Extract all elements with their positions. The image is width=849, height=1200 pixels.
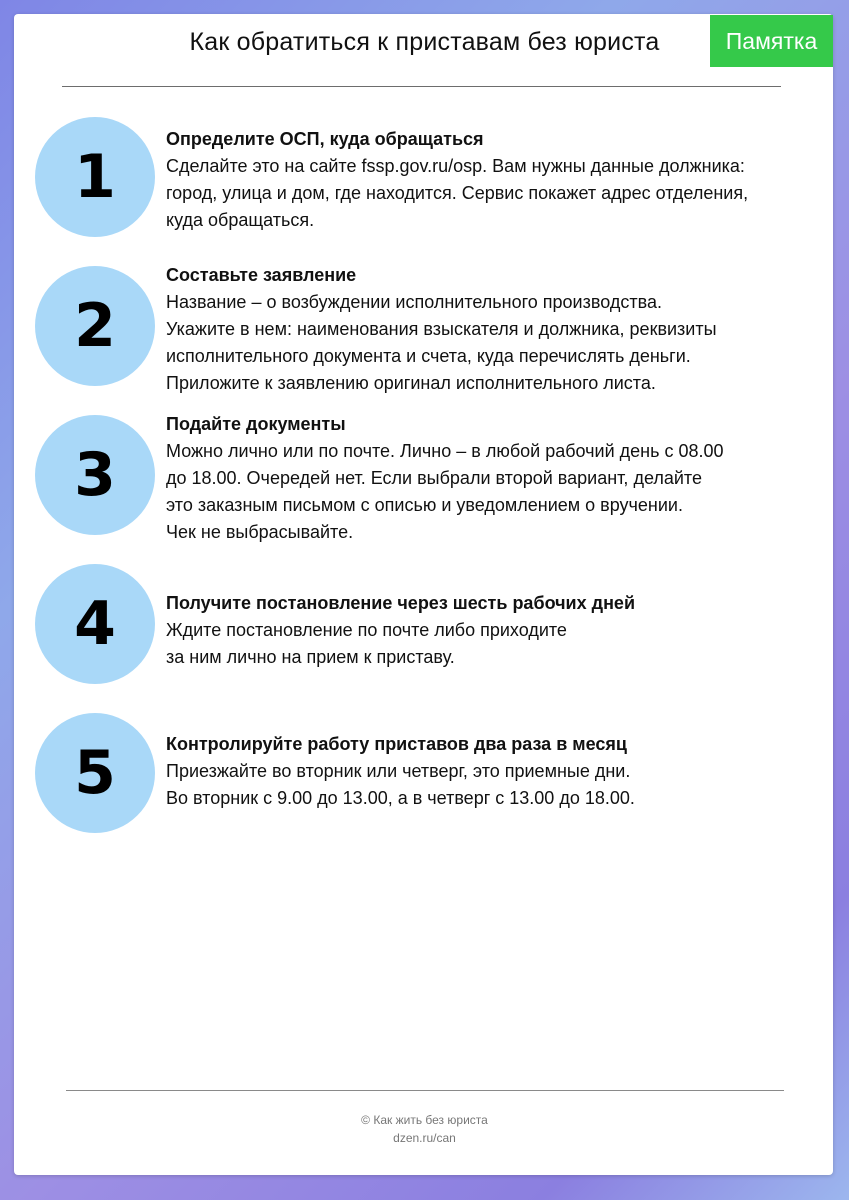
memo-badge: Памятка xyxy=(710,15,833,67)
step-text-line: Чек не выбрасывайте. xyxy=(166,522,354,542)
step-text-line: Можно лично или по почте. Лично – в любой рабочий день с 08.00 xyxy=(166,441,724,461)
step-title: Подайте документы xyxy=(166,414,346,434)
step-title: Определите ОСП, куда обращаться xyxy=(166,129,484,149)
step-5 xyxy=(166,731,816,812)
step-text-line: Приезжайте во вторник или четверг, это приемные дни. xyxy=(166,761,631,781)
step-text-line: до 18.00. Очередей нет. Если выбрали второй вариант, делайте xyxy=(166,468,702,488)
step-text-line: исполнительного документа и счета, куда перечислять деньги. xyxy=(166,346,691,366)
step-number-circle: 4 xyxy=(35,564,155,684)
footer-link[interactable]: dzen.ru/can xyxy=(393,1131,456,1145)
step-text-line: Сделайте это на сайте fssp.gov.ru/osp. Вам нужны данные должника: xyxy=(166,156,745,176)
step-title: Контролируйте работу приставов два раза в месяц xyxy=(166,734,627,754)
header-divider xyxy=(62,86,781,87)
step-text-line: за ним лично на прием к приставу. xyxy=(166,647,455,667)
step-number-circle: 3 xyxy=(35,415,155,535)
step-1 xyxy=(166,126,816,234)
step-text-line: Приложите к заявлению оригинал исполнительного листа. xyxy=(166,373,656,393)
page-title: Как обратиться к приставам без юриста xyxy=(189,28,660,56)
step-text-line: это заказным письмом с описью и уведомлением о вручении. xyxy=(166,495,683,515)
step-number-circle: 5 xyxy=(35,713,155,833)
step-4 xyxy=(166,590,816,671)
step-text-line: Укажите в нем: наименования взыскателя и должника, реквизиты xyxy=(166,319,717,339)
step-number-circle: 1 xyxy=(35,117,155,237)
step-text-line: Во вторник с 9.00 до 13.00, а в четверг с 13.00 до 18.00. xyxy=(166,788,635,808)
step-title: Получите постановление через шесть рабочих дней xyxy=(166,593,636,613)
step-text-line: город, улица и дом, где находится. Сервис покажет адрес отделения, xyxy=(166,183,749,203)
step-number-circle: 2 xyxy=(35,266,155,386)
step-text-line: Ждите постановление по почте либо приходите xyxy=(166,620,567,640)
step-2 xyxy=(166,262,816,397)
footer-copyright: © Как жить без юриста xyxy=(361,1113,488,1127)
step-text-line: Название – о возбуждении исполнительного производства. xyxy=(166,292,662,312)
step-title: Составьте заявление xyxy=(166,265,357,285)
step-3 xyxy=(166,411,816,546)
footer-divider xyxy=(66,1090,784,1091)
step-text-line: куда обращаться. xyxy=(166,210,315,230)
